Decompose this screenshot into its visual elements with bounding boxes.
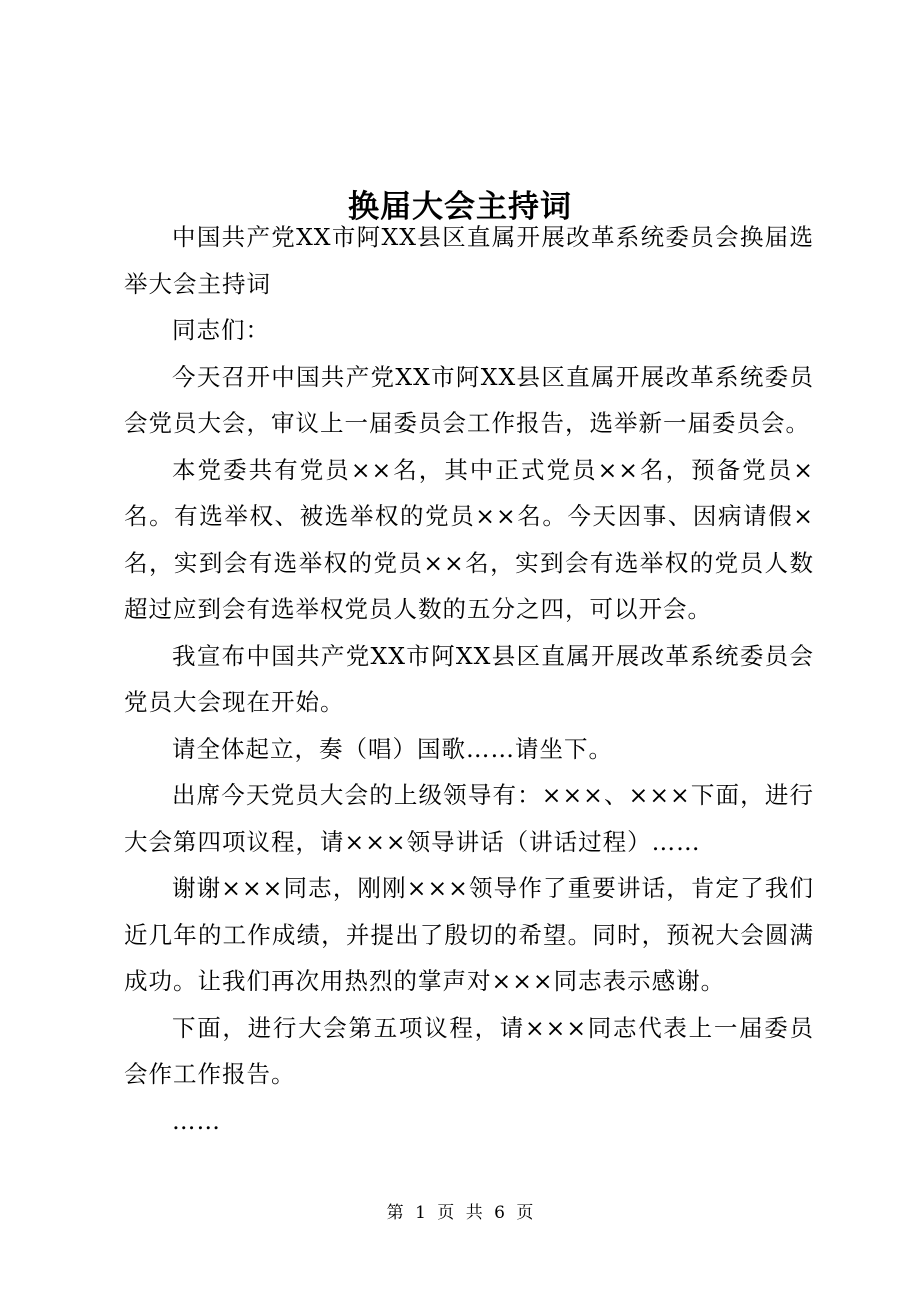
paragraph-ellipsis: …… [172,1106,221,1135]
document-body [124,214,814,1144]
paragraph-anthem: 请全体起立，奏（唱）国歌……请坐下。 [172,734,613,763]
paragraph-meeting-open: 我宣布中国共产党XX市阿XX县区直属开展改革系统委员会党员大会现在开始。 [124,641,814,716]
paragraph-heading: 中国共产党XX市阿XX县区直属开展改革系统委员会换届选举大会主持词 [124,223,814,298]
page-number-footer: 第 1 页 共 6 页 [386,1203,534,1223]
paragraph-fifth-agenda: 下面，进行大会第五项议程，请×××同志代表上一届委员会作工作报告。 [124,1013,814,1088]
paragraph-salutation: 同志们： [172,316,270,344]
paragraph-leaders: 出席今天党员大会的上级领导有：×××、×××下面，进行大会第四项议程，请×××领导讲话（讲话过程）…… [124,781,814,856]
paragraph-thanks: 谢谢×××同志，刚刚×××领导作了重要讲话，肯定了我们近几年的工作成绩，并提出了殷切的希望。同时，预祝大会圆满成功。让我们再次用热烈的掌声对×××同志表示感谢。 [124,874,814,995]
document-title: 换届大会主持词 [348,188,572,225]
paragraph-meeting-intro: 今天召开中国共产党XX市阿XX县区直属开展改革系统委员会党员大会，审议上一届委员会工作报告，选举新一届委员会。 [124,362,814,437]
paragraph-member-count: 本党委共有党员××名，其中正式党员××名，预备党员×名。有选举权、被选举权的党员××名。今天因事、因病请假×名，实到会有选举权的党员××名，实到会有选举权的党员人数超过应到会有选举权党员人数的五分之四，可以开会。 [124,455,814,623]
